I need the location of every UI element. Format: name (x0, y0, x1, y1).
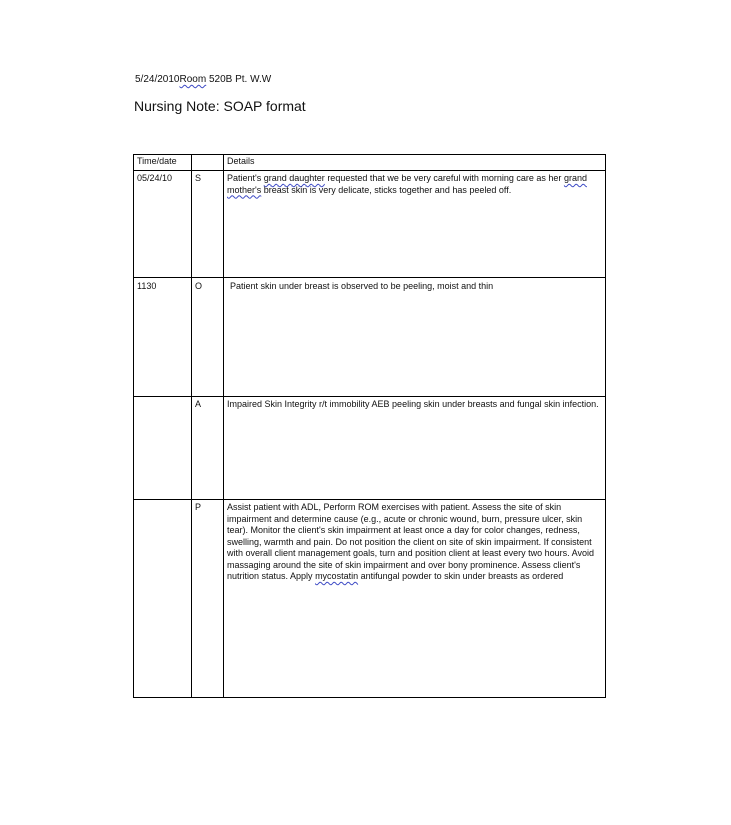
room-word: Room (179, 74, 207, 85)
flagged-word: grand daughter (263, 173, 325, 183)
soap-table (133, 154, 606, 698)
row-details: Impaired Skin Integrity r/t immobility AEB peeling skin under breasts and fungal skin infection. (224, 397, 606, 500)
row-letter: P (192, 500, 224, 698)
table-row-plan (134, 500, 606, 698)
row-details (224, 500, 606, 698)
column-header-time-date: Time/date (134, 155, 192, 171)
note-header (135, 74, 271, 85)
row-time: 1130 (134, 278, 192, 397)
detail-text: breast skin is very delicate, sticks together and has peeled off. (261, 184, 512, 195)
room-and-patient: 520B Pt. W.W (206, 74, 272, 85)
row-time (134, 397, 192, 500)
flagged-word: grand mother's (227, 173, 587, 195)
table-row-subjective (134, 171, 606, 278)
table-row-objective (134, 278, 606, 397)
row-letter: O (192, 278, 224, 397)
flagged-word: mycostatin (315, 571, 359, 581)
note-date: 5/24/2010 (135, 74, 180, 85)
detail-text: antifungal powder to skin under breasts as ordered (358, 571, 564, 581)
detail-text: Patient's (227, 173, 264, 183)
detail-text: Assist patient with ADL, Perform ROM exercises with patient. Assess the site of skin impairment and determine cause (e.g., acute or chronic wound, burn, pressure ulcer, skin tear). Monitor the client's skin impairment at least once a day for color changes, redness, swelling, warmth and pain. Do not position the client on site of skin impairment. If consistent with overall client management goals, turn and position client at least every two hours. Avoid massaging around the site of skin impairment and over bony prominence. Assess client's nutrition status. Apply (227, 502, 595, 581)
table-header-row (134, 155, 606, 171)
column-header-details: Details (224, 155, 606, 171)
detail-text: requested that we be very careful with morning care as her (324, 173, 564, 183)
row-time (134, 500, 192, 698)
table-row-assessment (134, 397, 606, 500)
row-details (224, 171, 606, 278)
row-letter: S (192, 171, 224, 278)
row-time: 05/24/10 (134, 171, 192, 278)
row-details: Patient skin under breast is observed to be peeling, moist and thin (224, 278, 606, 397)
page-title: Nursing Note: SOAP format (134, 98, 306, 114)
row-letter: A (192, 397, 224, 500)
column-header-soap-letter (192, 155, 224, 171)
